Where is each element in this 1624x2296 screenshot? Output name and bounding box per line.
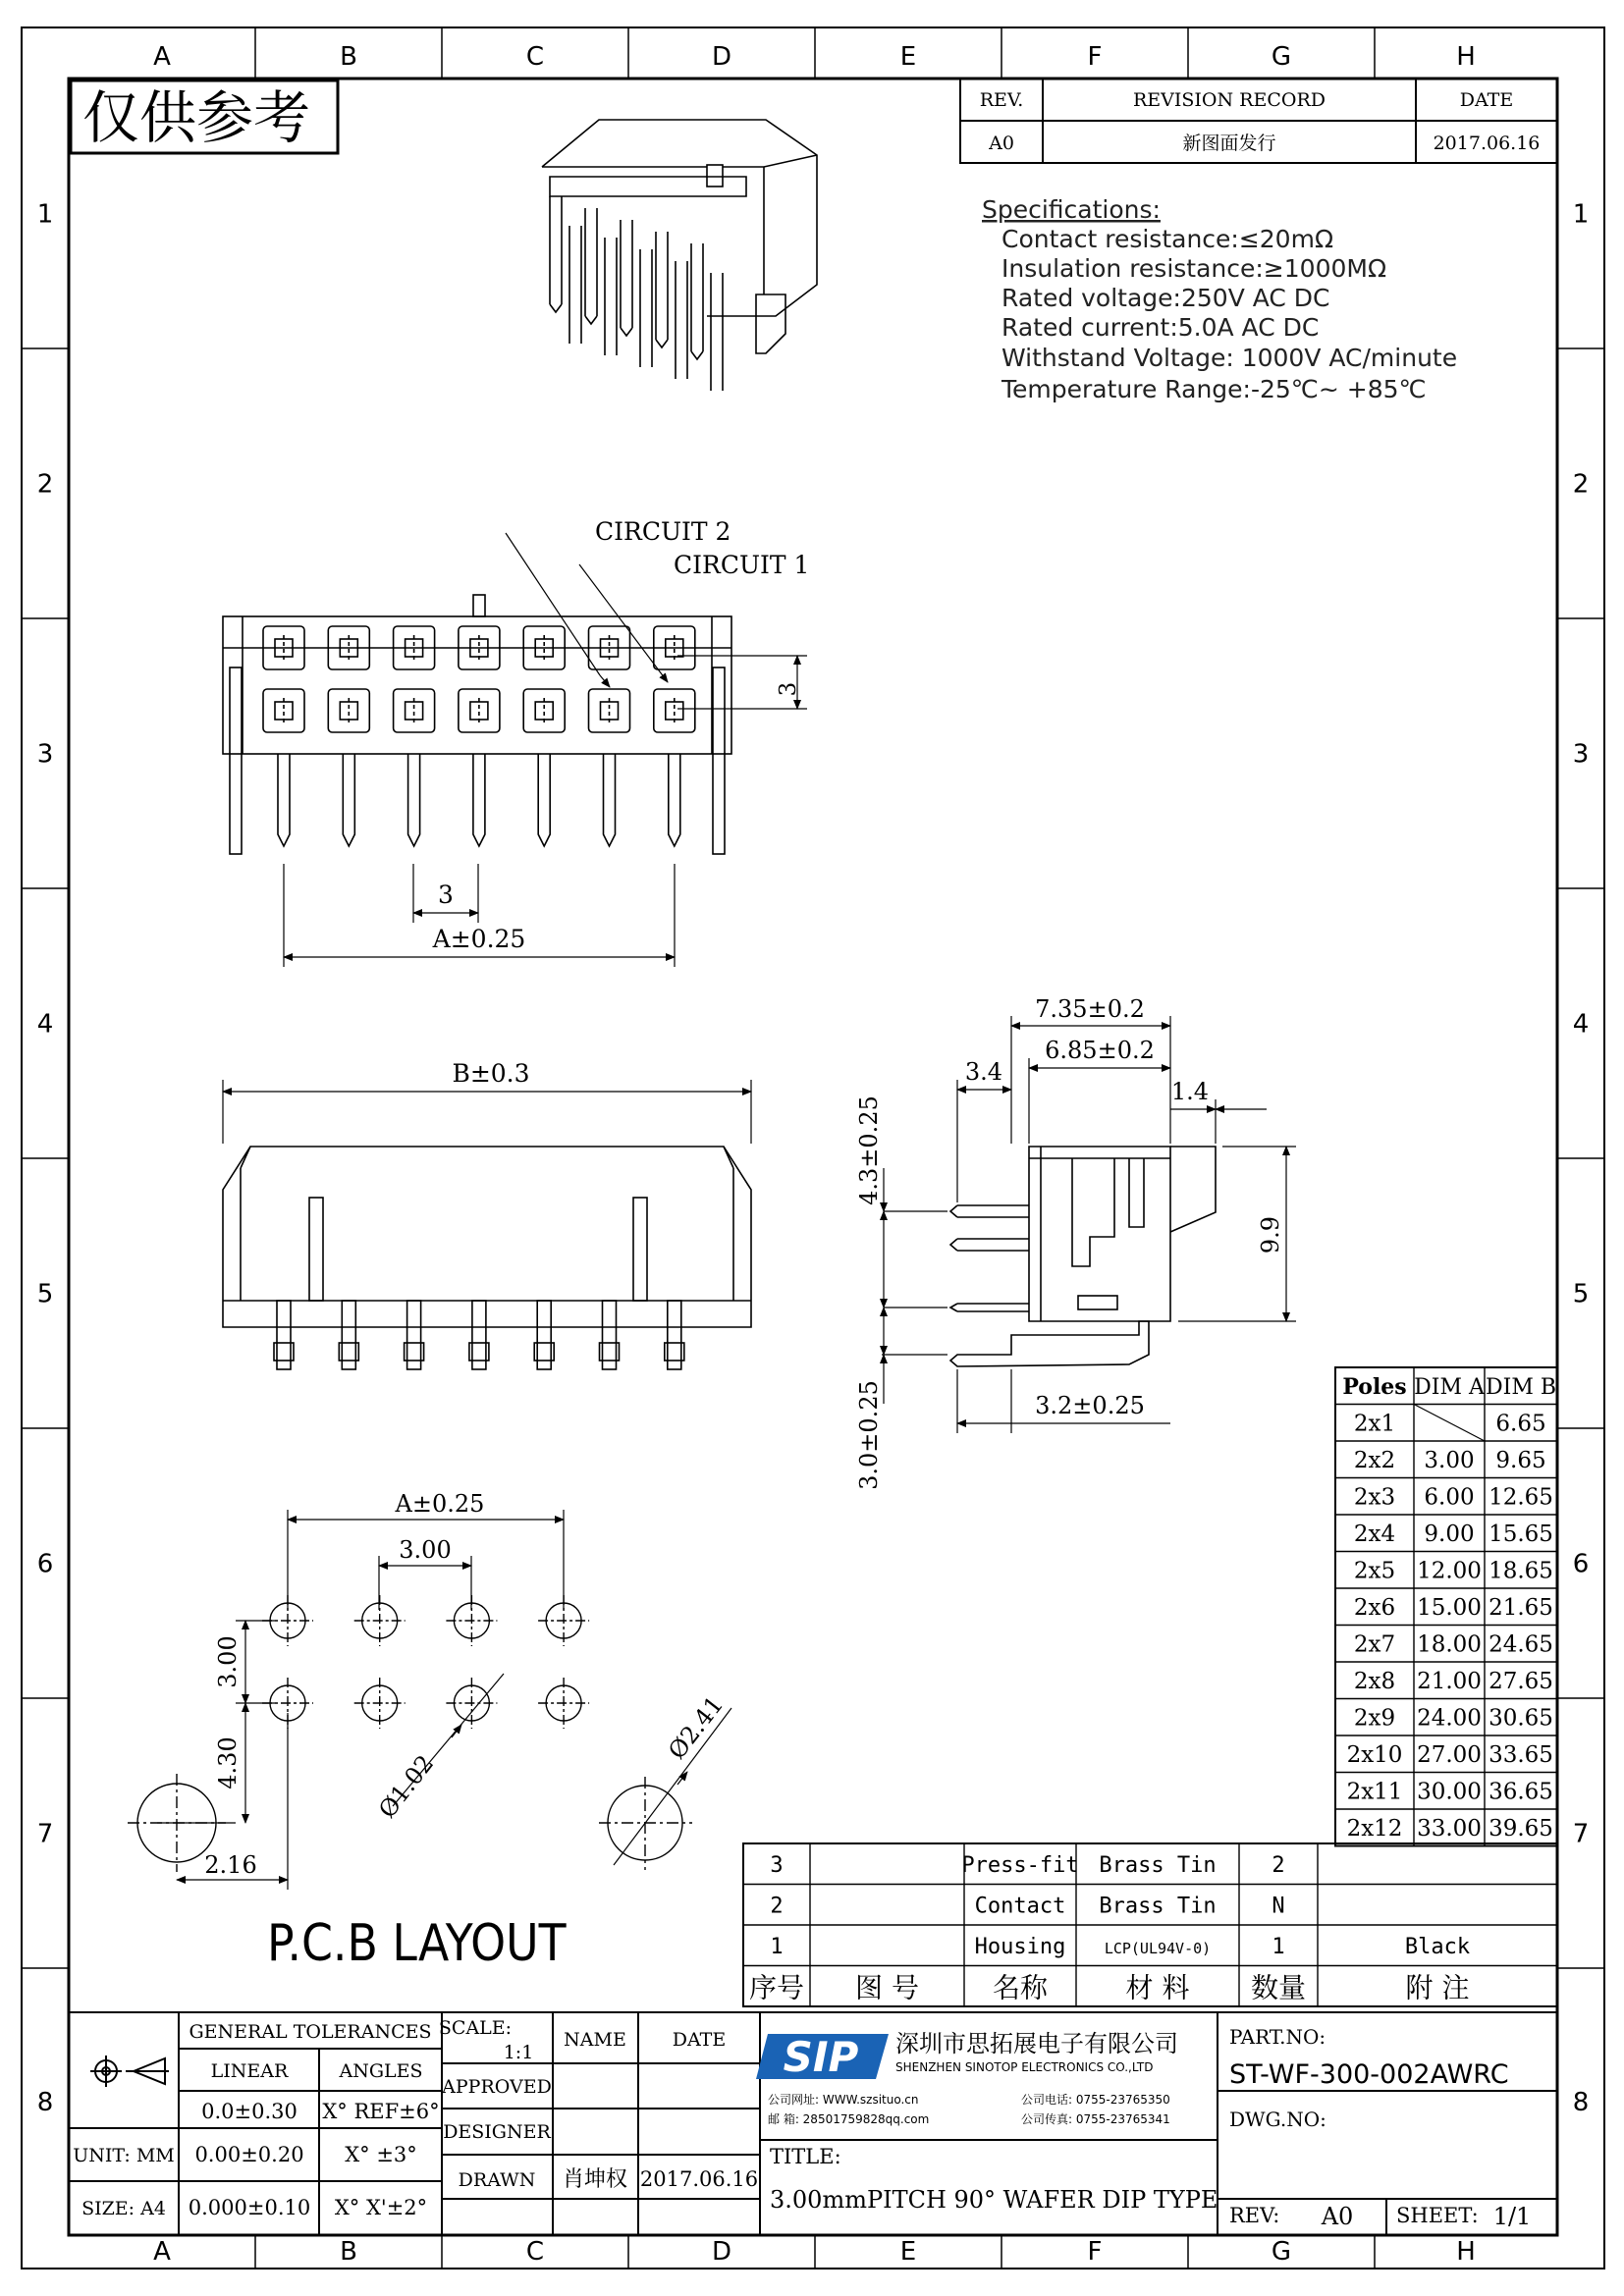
dimension-table bbox=[1335, 1367, 1557, 1846]
column-label: H bbox=[1456, 42, 1476, 72]
column-label: D bbox=[711, 2237, 732, 2267]
table-cell: 27.65 bbox=[1489, 1669, 1553, 1694]
table-cell: 24.00 bbox=[1417, 1705, 1482, 1732]
bom-cell: 2 bbox=[770, 1894, 784, 1919]
name-header: NAME bbox=[564, 2029, 626, 2051]
pcb-h216: 2.16 bbox=[204, 1851, 257, 1879]
row-label: 8 bbox=[36, 2088, 54, 2117]
table-cell: 6.65 bbox=[1495, 1411, 1546, 1437]
column-label: A bbox=[153, 42, 171, 72]
sheet-value: 1/1 bbox=[1492, 2203, 1532, 2230]
rev-header: REV. bbox=[979, 89, 1024, 111]
front-view-dims bbox=[284, 533, 810, 967]
table-cell: 33.65 bbox=[1489, 1742, 1553, 1768]
company-web: 公司网址: WWW.szsituo.cn bbox=[768, 2093, 919, 2107]
table-cell: 2x1 bbox=[1353, 1411, 1396, 1437]
tol-angle: X° REF±6° bbox=[322, 2100, 440, 2123]
pcb-pitch: 3.00 bbox=[399, 1536, 452, 1564]
row-label: 3 bbox=[36, 739, 54, 770]
column-label: D bbox=[711, 42, 732, 72]
bom-cell: LCP(UL94V-0) bbox=[1104, 1940, 1212, 1957]
pcb-v430: 4.30 bbox=[214, 1736, 242, 1789]
circuit-1-label: CIRCUIT 1 bbox=[674, 551, 810, 579]
part-no: ST-WF-300-002AWRC bbox=[1229, 2059, 1509, 2090]
table-cell: 2x10 bbox=[1346, 1742, 1403, 1768]
pcb-layout bbox=[128, 1595, 692, 1872]
pcb-dim-a: A±0.25 bbox=[395, 1490, 485, 1518]
record-value: 新图面发行 bbox=[1182, 133, 1276, 154]
company-fax: 公司传真: 0755-23765341 bbox=[1021, 2112, 1170, 2126]
spec-line: Contact resistance:≤20mΩ bbox=[1001, 225, 1334, 253]
table-cell: 24.65 bbox=[1489, 1631, 1553, 1658]
row-label: 4 bbox=[1572, 1009, 1590, 1040]
date-header: DATE bbox=[1459, 89, 1514, 111]
spec-line: Temperature Range:-25℃~ +85℃ bbox=[1001, 375, 1427, 403]
bom-header: 材 料 bbox=[1125, 1971, 1190, 2004]
table-cell: 18.65 bbox=[1489, 1558, 1553, 1584]
table-cell: 2x2 bbox=[1353, 1448, 1396, 1473]
tol-angle: X° X'±2° bbox=[334, 2196, 428, 2219]
bom-cell: 3 bbox=[770, 1853, 784, 1878]
spec-line: Rated current:5.0A AC DC bbox=[1001, 313, 1320, 342]
column-label: A bbox=[153, 2237, 171, 2267]
dim-735: 7.35±0.2 bbox=[1035, 995, 1145, 1023]
table-cell: 2x4 bbox=[1353, 1522, 1396, 1547]
spec-title: Specifications: bbox=[982, 195, 1161, 224]
specifications bbox=[982, 195, 1457, 403]
bom-header: 序号 bbox=[748, 1971, 805, 2004]
row-label: 1 bbox=[36, 199, 54, 230]
unit: UNIT: MM bbox=[73, 2145, 175, 2166]
column-label: G bbox=[1271, 42, 1292, 72]
rev-label-tb: REV: bbox=[1229, 2204, 1280, 2227]
column-label: B bbox=[340, 2237, 357, 2267]
table-cell: 2x3 bbox=[1353, 1484, 1396, 1511]
table-cell: 2x7 bbox=[1353, 1631, 1396, 1658]
row-label: 1 bbox=[1572, 199, 1590, 230]
tol-angle: X° ±3° bbox=[345, 2143, 417, 2166]
row-label: 2 bbox=[1572, 469, 1590, 500]
table-cell: 2x12 bbox=[1346, 1816, 1403, 1842]
column-label: H bbox=[1456, 2237, 1476, 2267]
dim-14: 1.4 bbox=[1170, 1078, 1210, 1105]
table-cell: 2x9 bbox=[1353, 1705, 1396, 1732]
row-label: 8 bbox=[1572, 2088, 1590, 2117]
bom-cell: 1 bbox=[770, 1935, 784, 1959]
table-cell: 27.00 bbox=[1417, 1742, 1482, 1768]
symbol-first-angle bbox=[90, 2056, 169, 2087]
drawn-label: DRAWN bbox=[458, 2169, 536, 2191]
spec-line: Insulation resistance:≥1000MΩ bbox=[1001, 254, 1387, 283]
spec-line: Rated voltage:250V AC DC bbox=[1001, 284, 1330, 312]
tol-linear: 0.0±0.30 bbox=[201, 2100, 298, 2123]
row-label: 2 bbox=[36, 469, 54, 500]
bom-cell: N bbox=[1272, 1894, 1285, 1919]
bom-cell: Black bbox=[1404, 1935, 1471, 1959]
bom-header: 附 注 bbox=[1405, 1971, 1470, 2004]
row-label: 6 bbox=[36, 1549, 54, 1579]
bom-header: 图 号 bbox=[855, 1971, 919, 2004]
dim-b: B±0.3 bbox=[452, 1059, 530, 1088]
front-view bbox=[223, 595, 731, 854]
side-view-dims bbox=[882, 1016, 1296, 1433]
size: SIZE: A4 bbox=[81, 2198, 166, 2219]
record-header: REVISION RECORD bbox=[1133, 89, 1326, 111]
pcb-layout-title: P.C.B LAYOUT bbox=[267, 1913, 567, 1973]
bom-cell: Brass Tin bbox=[1099, 1853, 1217, 1878]
row-label: 3 bbox=[1572, 739, 1590, 770]
row-label: 4 bbox=[36, 1009, 54, 1040]
svg-text:SIP: SIP bbox=[783, 2033, 859, 2081]
table-cell: 2x11 bbox=[1346, 1779, 1403, 1805]
column-label: C bbox=[525, 42, 545, 72]
column-label: B bbox=[340, 42, 357, 72]
column-label: F bbox=[1087, 42, 1103, 72]
bottom-view bbox=[223, 1147, 751, 1369]
company-logo bbox=[756, 2033, 889, 2081]
table-cell: 12.00 bbox=[1417, 1558, 1482, 1584]
bom-table bbox=[743, 1843, 1557, 2006]
table-cell: 2x6 bbox=[1353, 1595, 1396, 1621]
rev-value: A0 bbox=[989, 133, 1014, 154]
table-cell: 15.65 bbox=[1489, 1522, 1553, 1547]
table-cell: 30.65 bbox=[1489, 1705, 1553, 1732]
pcb-hole2: Ø2.41 bbox=[663, 1690, 730, 1765]
column-label: F bbox=[1087, 2237, 1103, 2267]
side-view bbox=[950, 1147, 1216, 1366]
sheet-label: SHEET: bbox=[1396, 2204, 1479, 2227]
drawing-title: 3.00mmPITCH 90° WAFER DIP TYPE bbox=[770, 2186, 1218, 2214]
circuit-2-label: CIRCUIT 2 bbox=[595, 517, 731, 546]
row-label: 5 bbox=[36, 1279, 54, 1309]
table-cell: 18.00 bbox=[1417, 1631, 1482, 1658]
rev-tb: A0 bbox=[1321, 2203, 1354, 2230]
part-no-label: PART.NO: bbox=[1229, 2025, 1326, 2049]
table-cell: 30.00 bbox=[1417, 1779, 1482, 1805]
table-cell: 2x8 bbox=[1353, 1669, 1396, 1694]
table-cell: 15.00 bbox=[1417, 1595, 1482, 1621]
company-cn: 深圳市思拓展电子有限公司 bbox=[895, 2030, 1178, 2057]
table-cell: 21.00 bbox=[1417, 1669, 1482, 1694]
designer-label: DESIGNER bbox=[443, 2121, 551, 2143]
table-cell: 3.00 bbox=[1424, 1448, 1475, 1473]
bom-cell: Housing bbox=[974, 1935, 1066, 1959]
row-label: 7 bbox=[1572, 1819, 1590, 1849]
dwg-no-label: DWG.NO: bbox=[1229, 2108, 1326, 2131]
drawn-name: 肖坤权 bbox=[562, 2167, 628, 2192]
dim-43: 4.3±0.25 bbox=[855, 1095, 883, 1205]
column-label: E bbox=[899, 2237, 917, 2267]
table-cell: 9.00 bbox=[1424, 1522, 1475, 1547]
bom-header: 名称 bbox=[992, 1971, 1049, 2004]
table-cell: 2x5 bbox=[1353, 1558, 1396, 1584]
pcb-v300: 3.00 bbox=[214, 1635, 242, 1688]
company-en: SHENZHEN SINOTOP ELECTRONICS CO.,LTD bbox=[895, 2060, 1154, 2074]
column-label: C bbox=[525, 2237, 545, 2267]
bom-header: 数量 bbox=[1250, 1971, 1307, 2004]
drawn-date: 2017.06.16 bbox=[639, 2167, 759, 2191]
dim-99: 9.9 bbox=[1257, 1215, 1284, 1255]
table-cell: 9.65 bbox=[1495, 1448, 1546, 1473]
dim-32: 3.2±0.25 bbox=[1035, 1392, 1145, 1419]
table-cell: 33.00 bbox=[1417, 1816, 1482, 1842]
general-tolerances: GENERAL TOLERANCES bbox=[189, 2021, 432, 2043]
dim-30: 3.0±0.25 bbox=[855, 1380, 883, 1490]
table-cell: 36.65 bbox=[1489, 1779, 1553, 1805]
tol-linear: 0.00±0.20 bbox=[194, 2143, 304, 2166]
table-header: Poles bbox=[1342, 1374, 1407, 1400]
angles-label: ANGLES bbox=[339, 2060, 423, 2082]
bom-cell: 1 bbox=[1272, 1935, 1285, 1959]
pin-pitch-dim: 3 bbox=[438, 881, 454, 909]
scale-label: SCALE: bbox=[438, 2017, 513, 2039]
row-label: 7 bbox=[36, 1819, 54, 1849]
stamp-text: 仅供参考 bbox=[82, 84, 311, 151]
row-pitch-dim: 3 bbox=[776, 681, 801, 697]
bom-cell: Contact bbox=[974, 1894, 1066, 1919]
bom-cell: Brass Tin bbox=[1099, 1894, 1217, 1919]
bottom-view-dims bbox=[223, 1080, 751, 1144]
table-cell: 6.00 bbox=[1424, 1484, 1475, 1511]
table-header: DIM B bbox=[1485, 1375, 1557, 1400]
table-header: DIM A bbox=[1414, 1375, 1485, 1400]
title-label: TITLE: bbox=[770, 2145, 841, 2168]
dim-a-front: A±0.25 bbox=[432, 925, 526, 953]
column-label: G bbox=[1271, 2237, 1292, 2267]
rev-date-value: 2017.06.16 bbox=[1433, 133, 1541, 154]
date-header-tb: DATE bbox=[672, 2029, 727, 2051]
table-cell: 21.65 bbox=[1489, 1595, 1553, 1621]
table-cell: 12.65 bbox=[1489, 1484, 1553, 1511]
reference-stamp bbox=[71, 80, 338, 153]
column-label: E bbox=[899, 42, 917, 72]
tol-linear: 0.000±0.10 bbox=[188, 2196, 311, 2219]
company-phone: 公司电话: 0755-23765350 bbox=[1021, 2093, 1170, 2107]
bom-cell: Press-fit bbox=[961, 1853, 1079, 1878]
row-label: 6 bbox=[1572, 1549, 1590, 1579]
scale-value: 1:1 bbox=[503, 2042, 534, 2063]
company-email: 邮 箱: 28501759828qq.com bbox=[768, 2112, 930, 2126]
approved-label: APPROVED bbox=[442, 2076, 552, 2098]
isometric-connector-view bbox=[542, 120, 817, 391]
row-label: 5 bbox=[1572, 1279, 1590, 1309]
pcb-hole1: Ø1.02 bbox=[373, 1749, 440, 1824]
linear-label: LINEAR bbox=[210, 2060, 289, 2082]
spec-line: Withstand Voltage: 1000V AC/minute bbox=[1001, 344, 1458, 372]
table-cell: 39.65 bbox=[1489, 1816, 1553, 1842]
dim-34: 3.4 bbox=[964, 1058, 1003, 1086]
bom-cell: 2 bbox=[1272, 1853, 1285, 1878]
dim-685: 6.85±0.2 bbox=[1045, 1037, 1155, 1064]
